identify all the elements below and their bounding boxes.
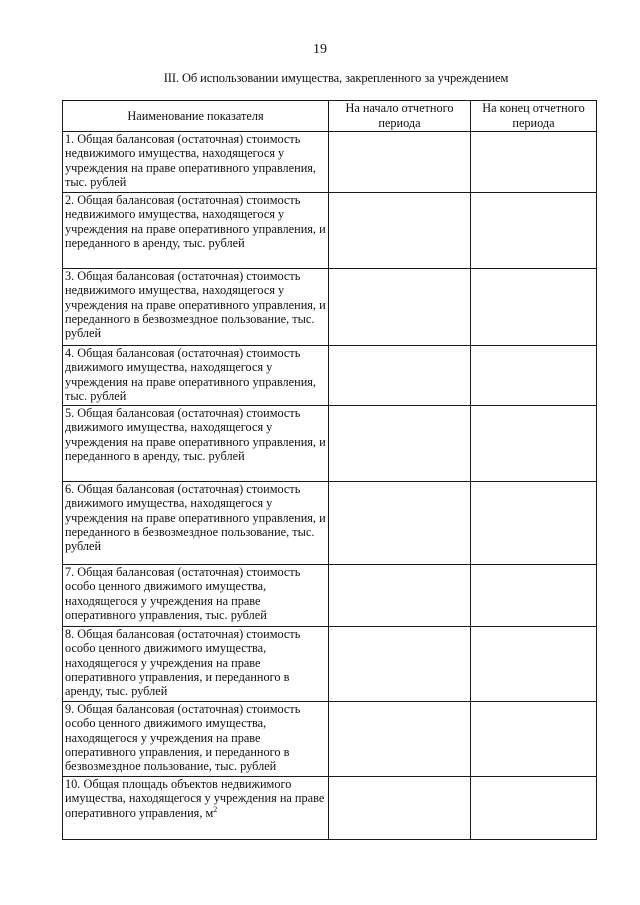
value-start-cell [329,193,471,269]
value-end-cell [471,482,597,565]
header-period-start: На начало отчетного периода [329,101,471,132]
value-start-cell [329,132,471,193]
row-label: 4. Общая балансовая (остаточная) стоимость движимого имущества, находящегося у учреждения на праве оперативного управления, тыс. рублей [63,346,329,406]
value-start-cell [329,627,471,702]
table-row [63,346,597,406]
table-row [63,702,597,777]
value-end-cell [471,193,597,269]
table-row [63,132,597,193]
row-label: 3. Общая балансовая (остаточная) стоимость недвижимого имущества, находящегося у учреждения на праве оперативного управления, и переданного в безвозмездное пользование, тыс. рублей [63,269,329,346]
table-row [63,777,597,840]
table-row [63,627,597,702]
value-start-cell [329,702,471,777]
row-label: 8. Общая балансовая (остаточная) стоимость особо ценного движимого имущества, находящегося у учреждения на праве оперативного управления, и переданного в аренду, тыс. рублей [63,627,329,702]
value-end-cell [471,132,597,193]
value-start-cell [329,565,471,627]
table-row [63,193,597,269]
value-start-cell [329,346,471,406]
row-label [63,777,329,840]
value-end-cell [471,702,597,777]
property-usage-table [62,100,597,840]
row-label-text: 10. Общая площадь объектов недвижимого имущества, находящегося у учреждения на праве оперативного управления, м [65,777,325,820]
section-title: III. Об использовании имущества, закрепленного за учреждением [163,71,509,85]
table-row [63,269,597,346]
value-end-cell [471,406,597,482]
row-label: 7. Общая балансовая (остаточная) стоимость особо ценного движимого имущества, находящегося у учреждения на праве оперативного управления, тыс. рублей [63,565,329,627]
row-label: 5. Общая балансовая (остаточная) стоимость движимого имущества, находящегося у учреждения на праве оперативного управления, и переданного в аренду, тыс. рублей [63,406,329,482]
value-start-cell [329,406,471,482]
unit-superscript: 2 [213,804,218,814]
value-end-cell [471,627,597,702]
value-start-cell [329,482,471,565]
row-label: 2. Общая балансовая (остаточная) стоимость недвижимого имущества, находящегося у учреждения на праве оперативного управления, и переданного в аренду, тыс. рублей [63,193,329,269]
table-header-row [63,101,597,132]
value-end-cell [471,565,597,627]
header-period-end: На конец отчетного периода [471,101,597,132]
row-label: 1. Общая балансовая (остаточная) стоимость недвижимого имущества, находящегося у учреждения на праве оперативного управления, тыс. рублей [63,132,329,193]
value-end-cell [471,346,597,406]
row-label: 9. Общая балансовая (остаточная) стоимость особо ценного движимого имущества, находящегося у учреждения на праве оперативного управления, и переданного в безвозмездное пользование, тыс. рублей [63,702,329,777]
table-row [63,565,597,627]
value-start-cell [329,777,471,840]
row-label: 6. Общая балансовая (остаточная) стоимость движимого имущества, находящегося у учреждения на праве оперативного управления, и переданного в безвозмездное пользование, тыс. рублей [63,482,329,565]
value-end-cell [471,777,597,840]
header-indicator-name: Наименование показателя [63,101,329,132]
table-row [63,406,597,482]
value-end-cell [471,269,597,346]
value-start-cell [329,269,471,346]
page-number: 19 [313,42,327,57]
table-row [63,482,597,565]
